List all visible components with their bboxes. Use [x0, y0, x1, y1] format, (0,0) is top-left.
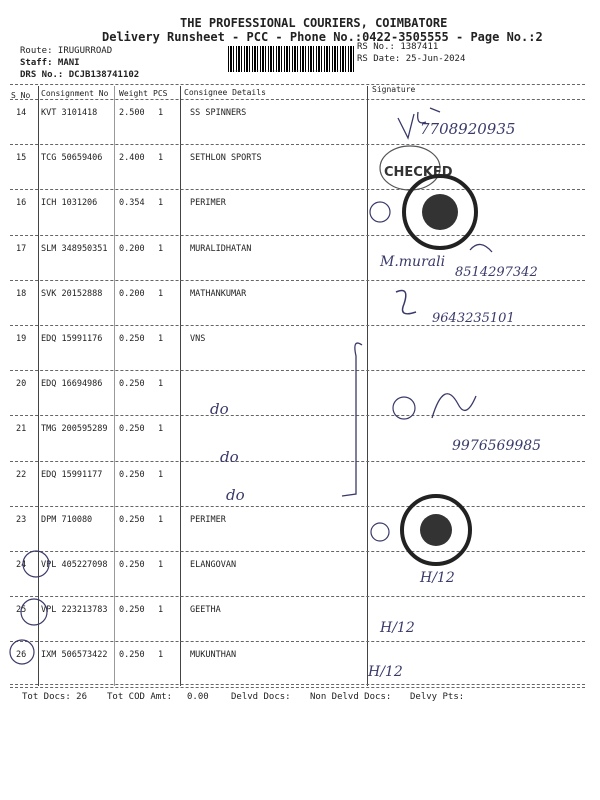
- row-sno: 23: [16, 514, 27, 525]
- col-consignee: Consignee Details: [184, 88, 266, 97]
- row-weight: 0.250: [119, 469, 145, 480]
- row-sno: 24: [16, 560, 27, 570]
- row-consignee: PERIMER: [190, 198, 226, 209]
- row-consignee: PERIMER: [190, 514, 226, 525]
- footer-delvd-docs: Delvd Docs:: [231, 692, 291, 702]
- row-consignment-no: TMG 200595289: [41, 424, 108, 435]
- row-pcs: 1: [158, 605, 164, 616]
- row-pcs: 1: [158, 243, 164, 254]
- row-weight: 0.250: [119, 650, 145, 661]
- r21-ditto: do: [220, 448, 239, 466]
- row-pcs: 1: [158, 650, 164, 661]
- row-consignment-no: DPM 710080: [41, 514, 93, 525]
- row-pcs: 1: [158, 514, 164, 525]
- col-consignment: Consignment No: [41, 89, 109, 98]
- row-pcs: 1: [158, 288, 164, 299]
- row-sno: 14: [16, 108, 27, 118]
- col-signature: Signature: [372, 85, 416, 94]
- row-weight: 0.250: [119, 424, 145, 435]
- row-sno: 15: [16, 153, 27, 164]
- row-weight: 2.400: [119, 153, 145, 164]
- r20-phone: 9976569985: [452, 438, 542, 454]
- r25-handwritten: H/12: [380, 620, 415, 636]
- row-consignment-no: VPL 405227098: [41, 560, 108, 570]
- row-consignment-no: TCG 50659406: [41, 153, 103, 164]
- staff-label: Staff: MANI: [20, 58, 80, 68]
- row-pcs: 1: [158, 334, 164, 344]
- row-weight: 0.250: [119, 605, 145, 616]
- r14-handwritten: 7708920935: [420, 120, 516, 138]
- row-pcs: 1: [158, 560, 164, 570]
- row-consignment-no: SLM 348950351: [41, 243, 108, 254]
- row-weight: 0.250: [119, 560, 145, 570]
- footer-tot-docs: Tot Docs: 26: [22, 692, 88, 702]
- row-consignee: GEETHA: [190, 605, 221, 616]
- row-pcs: 1: [158, 424, 164, 435]
- row-consignment-no: SVK 20152888: [41, 288, 103, 299]
- footer-tot-cod-value: 0.00: [187, 692, 209, 702]
- row-consignee: MATHANKUMAR: [190, 288, 247, 299]
- col-weight: Weight: [119, 89, 148, 98]
- runsheet-subtitle: Delivery Runsheet - PCC - Phone No.:0422-3505555 - Page No.:2: [102, 30, 543, 44]
- row-consignee: ELANGOVAN: [190, 560, 237, 570]
- row-consignment-no: EDQ 15991176: [41, 334, 103, 344]
- r24-handwritten: H/12: [420, 570, 455, 586]
- row-consignment-no: KVT 3101418: [41, 108, 98, 118]
- row-weight: 0.250: [119, 514, 145, 525]
- row-sno: 18: [16, 288, 27, 299]
- row-pcs: 1: [158, 198, 164, 209]
- row-consignment-no: EDQ 15991177: [41, 469, 103, 480]
- row-consignee: SETHLON SPORTS: [190, 153, 262, 164]
- row-pcs: 1: [158, 469, 164, 480]
- row-pcs: 1: [158, 379, 164, 390]
- row-consignment-no: ICH 1031206: [41, 198, 98, 209]
- col-sno: S No: [11, 91, 31, 100]
- checked-stamp: CHECKED: [384, 165, 453, 180]
- r18-phone: 9643235101: [432, 311, 515, 326]
- row-sno: 26: [16, 650, 27, 661]
- row-weight: 0.354: [119, 198, 145, 209]
- r26-handwritten: H/12: [368, 664, 403, 680]
- row-sno: 16: [16, 198, 27, 209]
- row-consignee: VNS: [190, 334, 206, 344]
- row-sno: 17: [16, 243, 27, 254]
- row-weight: 0.250: [119, 334, 145, 344]
- footer-delvy-pts: Delvy Pts:: [410, 692, 465, 702]
- row-consignee: MUKUNTHAN: [190, 650, 237, 661]
- rs-number: RS No.: 1387411: [357, 42, 439, 52]
- drs-label: DRS No.: DCJB138741102: [20, 70, 140, 80]
- row-weight: 2.500: [119, 108, 145, 118]
- row-sno: 19: [16, 334, 27, 344]
- row-pcs: 1: [158, 153, 164, 164]
- row-sno: 22: [16, 469, 27, 480]
- r17-name: M.murali: [380, 254, 446, 270]
- row-pcs: 1: [158, 108, 164, 118]
- footer-tot-cod-label: Tot COD Amt:: [107, 692, 173, 702]
- row-weight: 0.200: [119, 243, 145, 254]
- row-consignment-no: IXM 506573422: [41, 650, 108, 661]
- col-pcs: PCS: [153, 89, 168, 98]
- r22-ditto: do: [226, 486, 245, 504]
- row-consignee: MURALIDHATAN: [190, 243, 252, 254]
- row-weight: 0.250: [119, 379, 145, 390]
- r17-phone: 8514297342: [455, 265, 538, 280]
- footer-non-delvd-docs: Non Delvd Docs:: [310, 692, 392, 702]
- row-consignment-no: VPL 223213783: [41, 605, 108, 616]
- rs-date: RS Date: 25-Jun-2024: [357, 54, 466, 64]
- row-weight: 0.200: [119, 288, 145, 299]
- row-sno: 21: [16, 424, 27, 435]
- row-consignee: SS SPINNERS: [190, 108, 247, 118]
- r20-ditto: do: [210, 400, 229, 418]
- row-consignment-no: EDQ 16694986: [41, 379, 103, 390]
- row-sno: 20: [16, 379, 27, 390]
- route-label: Route: IRUGURROAD: [20, 46, 113, 56]
- row-sno: 25: [16, 605, 27, 616]
- company-title: THE PROFESSIONAL COURIERS, COIMBATORE: [180, 16, 448, 30]
